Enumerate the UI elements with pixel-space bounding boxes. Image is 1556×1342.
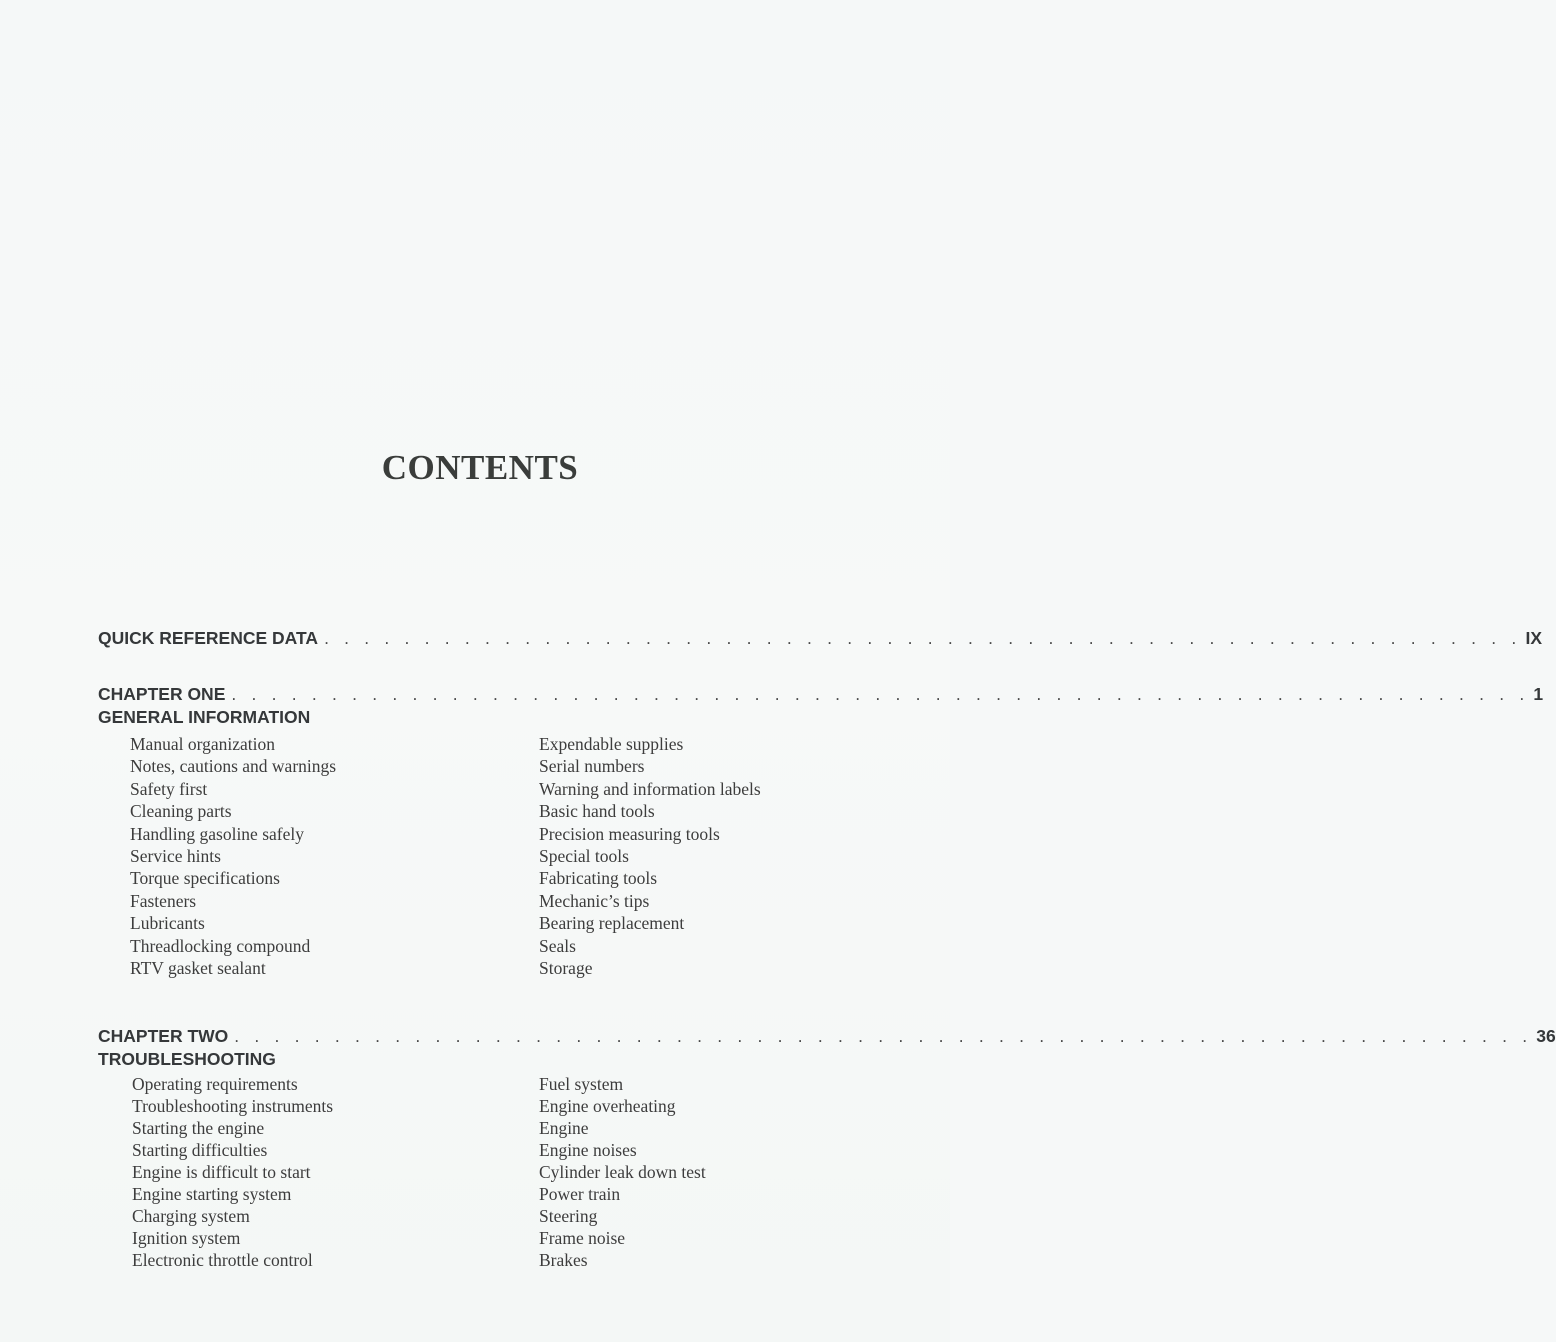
topic-item[interactable]: Handling gasoline safely (130, 823, 304, 844)
topic-item[interactable]: Power train (539, 1184, 621, 1204)
topic-item[interactable]: Fabricating tools (539, 868, 658, 889)
topic-item[interactable]: Engine overheating (539, 1096, 676, 1116)
toc-entry-label: CHAPTER TWO (98, 1026, 229, 1046)
topic-item[interactable]: Threadlocking compound (130, 935, 311, 956)
toc-page-number: 36 (1536, 1026, 1556, 1046)
topic-item[interactable]: Engine starting system (132, 1184, 292, 1204)
toc-entry-quick-reference[interactable] (98, 628, 1542, 650)
topic-item[interactable]: Frame noise (539, 1228, 626, 1248)
chapter-subtitle: TROUBLESHOOTING (98, 1049, 276, 1069)
topic-item[interactable]: Cleaning parts (130, 801, 232, 822)
toc-page-number: IX (1525, 628, 1542, 648)
topic-column-right (539, 1073, 706, 1271)
topic-item[interactable]: Fuel system (539, 1074, 624, 1094)
topic-item[interactable]: Engine noises (539, 1140, 637, 1160)
topic-item[interactable]: Electronic throttle control (132, 1250, 313, 1270)
topic-item[interactable]: Manual organization (130, 734, 275, 754)
toc-page-number: 1 (1533, 684, 1544, 704)
topic-item[interactable]: Engine (539, 1118, 589, 1138)
topic-item[interactable]: Bearing replacement (539, 913, 685, 934)
topic-column-right (539, 733, 761, 979)
topic-item[interactable]: Safety first (130, 778, 208, 799)
topic-item[interactable]: Ignition system (132, 1228, 241, 1248)
topic-item[interactable]: Starting difficulties (132, 1140, 268, 1160)
topic-item[interactable]: Torque specifications (130, 868, 280, 889)
chapter-subtitle: GENERAL INFORMATION (98, 707, 311, 727)
topic-item[interactable]: Basic hand tools (539, 801, 655, 822)
topic-item[interactable]: Seals (539, 935, 576, 956)
topic-item[interactable]: Warning and information labels (539, 778, 761, 799)
topic-item[interactable]: Expendable supplies (539, 734, 684, 754)
topic-column-left (132, 1073, 333, 1271)
topic-item[interactable]: Serial numbers (539, 756, 645, 777)
topic-item[interactable]: Starting the engine (132, 1118, 265, 1138)
topic-item[interactable]: Charging system (132, 1206, 250, 1226)
topic-item[interactable]: RTV gasket sealant (130, 957, 266, 978)
topic-column-left (130, 733, 336, 979)
topic-item[interactable]: Notes, cautions and warnings (130, 756, 337, 777)
topic-item[interactable]: Cylinder leak down test (539, 1162, 706, 1182)
topic-item[interactable]: Storage (539, 957, 593, 978)
toc-entry-chapter-two[interactable] (98, 1026, 1556, 1070)
topic-item[interactable]: Special tools (539, 845, 629, 866)
dot-leader: . . . . . . . . . . . . . . . . . . . . . . . . . . . . . . . . . . . . . . . . . . . . . . . . . . . . . . . . . . . . . . . . . (231, 684, 1530, 704)
topic-item[interactable]: Lubricants (130, 913, 205, 934)
topic-item[interactable]: Troubleshooting instruments (132, 1096, 334, 1116)
topic-item[interactable]: Fasteners (130, 890, 197, 911)
topic-item[interactable]: Service hints (130, 845, 221, 866)
topic-item[interactable]: Precision measuring tools (539, 823, 720, 844)
topic-item[interactable]: Brakes (539, 1250, 588, 1270)
topic-item[interactable]: Operating requirements (132, 1074, 298, 1094)
dot-leader: . . . . . . . . . . . . . . . . . . . . . . . . . . . . . . . . . . . . . . . . . . . . . . . . . . . . . . . . . . . . . . . . . (234, 1026, 1533, 1046)
toc-entry-chapter-one[interactable] (98, 684, 1544, 728)
topic-item[interactable]: Engine is difficult to start (132, 1162, 311, 1182)
page-title: CONTENTS (381, 448, 579, 487)
toc-entry-label: CHAPTER ONE (98, 684, 226, 704)
topic-item[interactable]: Mechanic’s tips (539, 890, 650, 911)
topic-item[interactable]: Steering (539, 1206, 598, 1226)
toc-entry-label: QUICK REFERENCE DATA (98, 628, 319, 648)
dot-leader: . . . . . . . . . . . . . . . . . . . . . . . . . . . . . . . . . . . . . . . . . . . . . . . . . . . . . . . . . . . . (324, 628, 1522, 648)
